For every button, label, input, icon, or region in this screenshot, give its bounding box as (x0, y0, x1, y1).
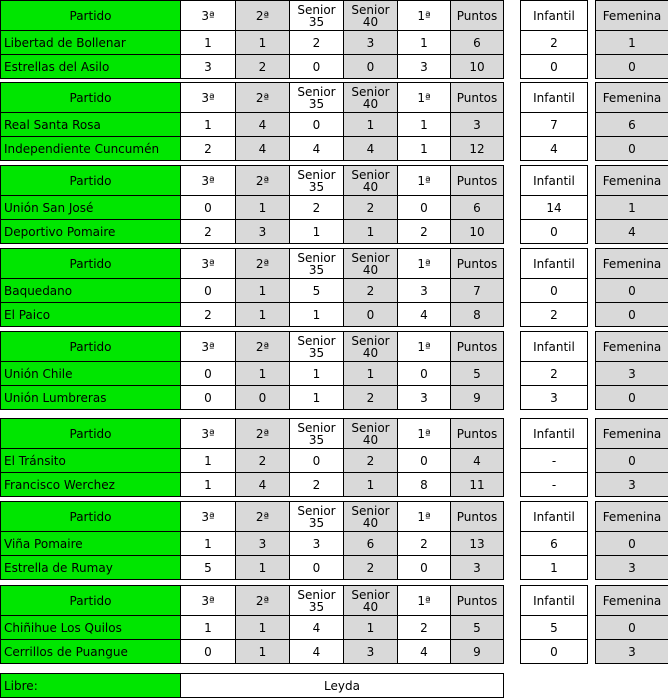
header-puntos: Puntos (450, 331, 504, 362)
header-tercera: 3ª (180, 82, 236, 113)
team-name: Estrellas del Asilo (0, 54, 181, 79)
team-name: Unión Chile (0, 361, 181, 386)
libre-team: Leyda (180, 673, 504, 698)
score-femenina: 6 (595, 112, 668, 137)
score-senior35: 5 (289, 278, 344, 303)
score-segunda: 3 (235, 219, 290, 244)
score-femenina: 0 (595, 531, 668, 556)
score-primera: 2 (397, 219, 451, 244)
score-femenina: 3 (595, 555, 668, 580)
header-tercera: 3ª (180, 501, 236, 532)
score-primera: 0 (397, 195, 451, 220)
score-tercera: 1 (180, 448, 236, 473)
header-segunda: 2ª (235, 585, 290, 616)
header-infantil: Infantil (520, 501, 588, 532)
score-tercera: 1 (180, 472, 236, 497)
score-senior40: 2 (343, 278, 398, 303)
header-primera: 1ª (397, 585, 451, 616)
score-segunda: 1 (235, 639, 290, 664)
score-primera: 2 (397, 531, 451, 556)
header-senior40-label: Senior 40 (351, 503, 390, 530)
score-infantil: 2 (520, 361, 588, 386)
header-senior35 (289, 501, 344, 532)
score-puntos: 6 (450, 195, 504, 220)
header-senior35-label: Senior 35 (297, 420, 336, 447)
score-puntos: 5 (450, 361, 504, 386)
score-senior40: 0 (343, 302, 398, 327)
score-senior35: 1 (289, 219, 344, 244)
score-infantil: 2 (520, 302, 588, 327)
score-senior35: 2 (289, 472, 344, 497)
header-senior40-label: Senior 40 (351, 420, 390, 447)
header-name: Partido (0, 248, 181, 279)
score-senior35: 0 (289, 112, 344, 137)
score-infantil: 0 (520, 278, 588, 303)
score-senior40: 1 (343, 472, 398, 497)
score-puntos: 13 (450, 531, 504, 556)
score-segunda: 4 (235, 112, 290, 137)
score-tercera: 2 (180, 302, 236, 327)
score-infantil: 0 (520, 54, 588, 79)
score-segunda: 3 (235, 531, 290, 556)
score-senior40: 3 (343, 30, 398, 55)
team-name: Libertad de Bollenar (0, 30, 181, 55)
score-primera: 1 (397, 136, 451, 161)
header-senior40-label: Senior 40 (351, 250, 390, 277)
header-senior35-label: Senior 35 (297, 333, 336, 360)
header-segunda: 2ª (235, 418, 290, 449)
header-puntos: Puntos (450, 418, 504, 449)
team-name: Cerrillos de Puangue (0, 639, 181, 664)
header-femenina: Femenina (595, 82, 668, 113)
header-tercera: 3ª (180, 585, 236, 616)
team-name: Independiente Cuncumén (0, 136, 181, 161)
score-senior40: 1 (343, 615, 398, 640)
header-tercera: 3ª (180, 418, 236, 449)
score-segunda: 1 (235, 615, 290, 640)
header-infantil: Infantil (520, 0, 588, 31)
score-infantil: 0 (520, 639, 588, 664)
score-segunda: 4 (235, 136, 290, 161)
score-femenina: 0 (595, 448, 668, 473)
score-senior35: 4 (289, 639, 344, 664)
header-primera: 1ª (397, 418, 451, 449)
score-puntos: 4 (450, 448, 504, 473)
score-senior40: 2 (343, 195, 398, 220)
score-segunda: 1 (235, 555, 290, 580)
score-puntos: 10 (450, 54, 504, 79)
team-name: Unión Lumbreras (0, 385, 181, 410)
score-femenina: 0 (595, 136, 668, 161)
header-primera: 1ª (397, 0, 451, 31)
header-senior35 (289, 331, 344, 362)
header-puntos: Puntos (450, 585, 504, 616)
score-femenina: 0 (595, 615, 668, 640)
header-tercera: 3ª (180, 331, 236, 362)
score-tercera: 2 (180, 136, 236, 161)
header-name: Partido (0, 331, 181, 362)
score-senior35: 0 (289, 555, 344, 580)
score-infantil: 6 (520, 531, 588, 556)
header-puntos: Puntos (450, 501, 504, 532)
score-tercera: 3 (180, 54, 236, 79)
score-senior35: 4 (289, 615, 344, 640)
score-puntos: 9 (450, 639, 504, 664)
score-senior35: 1 (289, 361, 344, 386)
score-infantil: - (520, 472, 588, 497)
header-senior35-label: Senior 35 (297, 587, 336, 614)
header-primera: 1ª (397, 501, 451, 532)
header-puntos: Puntos (450, 248, 504, 279)
header-puntos: Puntos (450, 165, 504, 196)
score-senior40: 2 (343, 448, 398, 473)
score-senior35: 1 (289, 385, 344, 410)
header-femenina: Femenina (595, 331, 668, 362)
score-infantil: 3 (520, 385, 588, 410)
score-tercera: 0 (180, 385, 236, 410)
score-senior35: 2 (289, 30, 344, 55)
score-puntos: 7 (450, 278, 504, 303)
score-senior40: 2 (343, 385, 398, 410)
score-senior35: 4 (289, 136, 344, 161)
header-segunda: 2ª (235, 501, 290, 532)
score-femenina: 1 (595, 195, 668, 220)
header-infantil: Infantil (520, 82, 588, 113)
header-senior40 (343, 82, 398, 113)
score-segunda: 1 (235, 278, 290, 303)
score-infantil: 4 (520, 136, 588, 161)
header-senior40 (343, 331, 398, 362)
score-femenina: 4 (595, 219, 668, 244)
score-femenina: 3 (595, 472, 668, 497)
score-segunda: 1 (235, 302, 290, 327)
score-puntos: 3 (450, 112, 504, 137)
score-primera: 0 (397, 448, 451, 473)
header-senior35 (289, 418, 344, 449)
team-name: Deportivo Pomaire (0, 219, 181, 244)
score-femenina: 0 (595, 54, 668, 79)
score-primera: 0 (397, 361, 451, 386)
header-senior40-label: Senior 40 (351, 84, 390, 111)
score-senior40: 6 (343, 531, 398, 556)
score-primera: 0 (397, 555, 451, 580)
header-segunda: 2ª (235, 248, 290, 279)
score-tercera: 0 (180, 361, 236, 386)
score-puntos: 8 (450, 302, 504, 327)
team-name: Chiñihue Los Quilos (0, 615, 181, 640)
score-primera: 4 (397, 302, 451, 327)
score-puntos: 9 (450, 385, 504, 410)
score-infantil: - (520, 448, 588, 473)
header-name: Partido (0, 82, 181, 113)
header-senior40 (343, 165, 398, 196)
score-infantil: 1 (520, 555, 588, 580)
score-senior40: 2 (343, 555, 398, 580)
score-primera: 3 (397, 278, 451, 303)
header-femenina: Femenina (595, 165, 668, 196)
header-senior35-label: Senior 35 (297, 503, 336, 530)
team-name: Unión San José (0, 195, 181, 220)
score-puntos: 11 (450, 472, 504, 497)
score-primera: 1 (397, 30, 451, 55)
score-segunda: 0 (235, 385, 290, 410)
score-senior35: 0 (289, 448, 344, 473)
score-senior35: 0 (289, 54, 344, 79)
header-name: Partido (0, 0, 181, 31)
score-femenina: 0 (595, 278, 668, 303)
header-senior35 (289, 0, 344, 31)
header-segunda: 2ª (235, 82, 290, 113)
header-senior40-label: Senior 40 (351, 167, 390, 194)
header-senior35 (289, 82, 344, 113)
header-senior40-label: Senior 40 (351, 2, 390, 29)
score-femenina: 0 (595, 302, 668, 327)
score-infantil: 7 (520, 112, 588, 137)
score-senior35: 1 (289, 302, 344, 327)
score-tercera: 1 (180, 30, 236, 55)
header-femenina: Femenina (595, 0, 668, 31)
header-name: Partido (0, 418, 181, 449)
score-infantil: 14 (520, 195, 588, 220)
header-femenina: Femenina (595, 418, 668, 449)
header-senior40 (343, 0, 398, 31)
header-femenina: Femenina (595, 501, 668, 532)
header-senior35-label: Senior 35 (297, 167, 336, 194)
score-puntos: 5 (450, 615, 504, 640)
score-puntos: 10 (450, 219, 504, 244)
header-primera: 1ª (397, 82, 451, 113)
header-puntos: Puntos (450, 0, 504, 31)
header-tercera: 3ª (180, 0, 236, 31)
score-femenina: 0 (595, 385, 668, 410)
score-segunda: 1 (235, 361, 290, 386)
header-name: Partido (0, 165, 181, 196)
team-name: Baquedano (0, 278, 181, 303)
score-puntos: 12 (450, 136, 504, 161)
header-infantil: Infantil (520, 418, 588, 449)
score-senior40: 1 (343, 361, 398, 386)
header-femenina: Femenina (595, 248, 668, 279)
score-senior40: 3 (343, 639, 398, 664)
team-name: Real Santa Rosa (0, 112, 181, 137)
header-senior40 (343, 585, 398, 616)
header-name: Partido (0, 585, 181, 616)
score-segunda: 4 (235, 472, 290, 497)
header-senior40 (343, 248, 398, 279)
header-senior35-label: Senior 35 (297, 250, 336, 277)
team-name: El Paico (0, 302, 181, 327)
header-segunda: 2ª (235, 331, 290, 362)
team-name: El Tránsito (0, 448, 181, 473)
score-puntos: 6 (450, 30, 504, 55)
header-senior35 (289, 165, 344, 196)
header-femenina: Femenina (595, 585, 668, 616)
score-primera: 2 (397, 615, 451, 640)
header-senior40 (343, 501, 398, 532)
score-infantil: 2 (520, 30, 588, 55)
score-segunda: 1 (235, 30, 290, 55)
score-femenina: 3 (595, 361, 668, 386)
score-senior35: 2 (289, 195, 344, 220)
score-primera: 4 (397, 639, 451, 664)
score-infantil: 0 (520, 219, 588, 244)
header-senior35-label: Senior 35 (297, 84, 336, 111)
header-puntos: Puntos (450, 82, 504, 113)
score-senior40: 1 (343, 112, 398, 137)
header-name: Partido (0, 501, 181, 532)
header-senior35-label: Senior 35 (297, 2, 336, 29)
score-infantil: 5 (520, 615, 588, 640)
score-tercera: 0 (180, 639, 236, 664)
score-femenina: 1 (595, 30, 668, 55)
header-senior35 (289, 585, 344, 616)
score-primera: 3 (397, 54, 451, 79)
libre-label: Libre: (0, 673, 181, 698)
score-tercera: 5 (180, 555, 236, 580)
header-segunda: 2ª (235, 165, 290, 196)
score-tercera: 0 (180, 278, 236, 303)
score-femenina: 3 (595, 639, 668, 664)
score-senior40: 0 (343, 54, 398, 79)
header-tercera: 3ª (180, 165, 236, 196)
score-senior40: 4 (343, 136, 398, 161)
score-tercera: 1 (180, 531, 236, 556)
header-infantil: Infantil (520, 331, 588, 362)
score-puntos: 3 (450, 555, 504, 580)
score-segunda: 1 (235, 195, 290, 220)
score-tercera: 1 (180, 112, 236, 137)
header-senior40 (343, 418, 398, 449)
score-senior40: 1 (343, 219, 398, 244)
header-senior40-label: Senior 40 (351, 587, 390, 614)
header-primera: 1ª (397, 165, 451, 196)
score-primera: 3 (397, 385, 451, 410)
score-tercera: 0 (180, 195, 236, 220)
header-senior40-label: Senior 40 (351, 333, 390, 360)
score-senior35: 3 (289, 531, 344, 556)
score-tercera: 1 (180, 615, 236, 640)
header-primera: 1ª (397, 248, 451, 279)
team-name: Viña Pomaire (0, 531, 181, 556)
score-primera: 8 (397, 472, 451, 497)
header-infantil: Infantil (520, 248, 588, 279)
score-primera: 1 (397, 112, 451, 137)
team-name: Francisco Werchez (0, 472, 181, 497)
header-infantil: Infantil (520, 165, 588, 196)
header-segunda: 2ª (235, 0, 290, 31)
team-name: Estrella de Rumay (0, 555, 181, 580)
header-tercera: 3ª (180, 248, 236, 279)
score-segunda: 2 (235, 448, 290, 473)
score-tercera: 2 (180, 219, 236, 244)
header-primera: 1ª (397, 331, 451, 362)
header-infantil: Infantil (520, 585, 588, 616)
header-senior35 (289, 248, 344, 279)
score-segunda: 2 (235, 54, 290, 79)
